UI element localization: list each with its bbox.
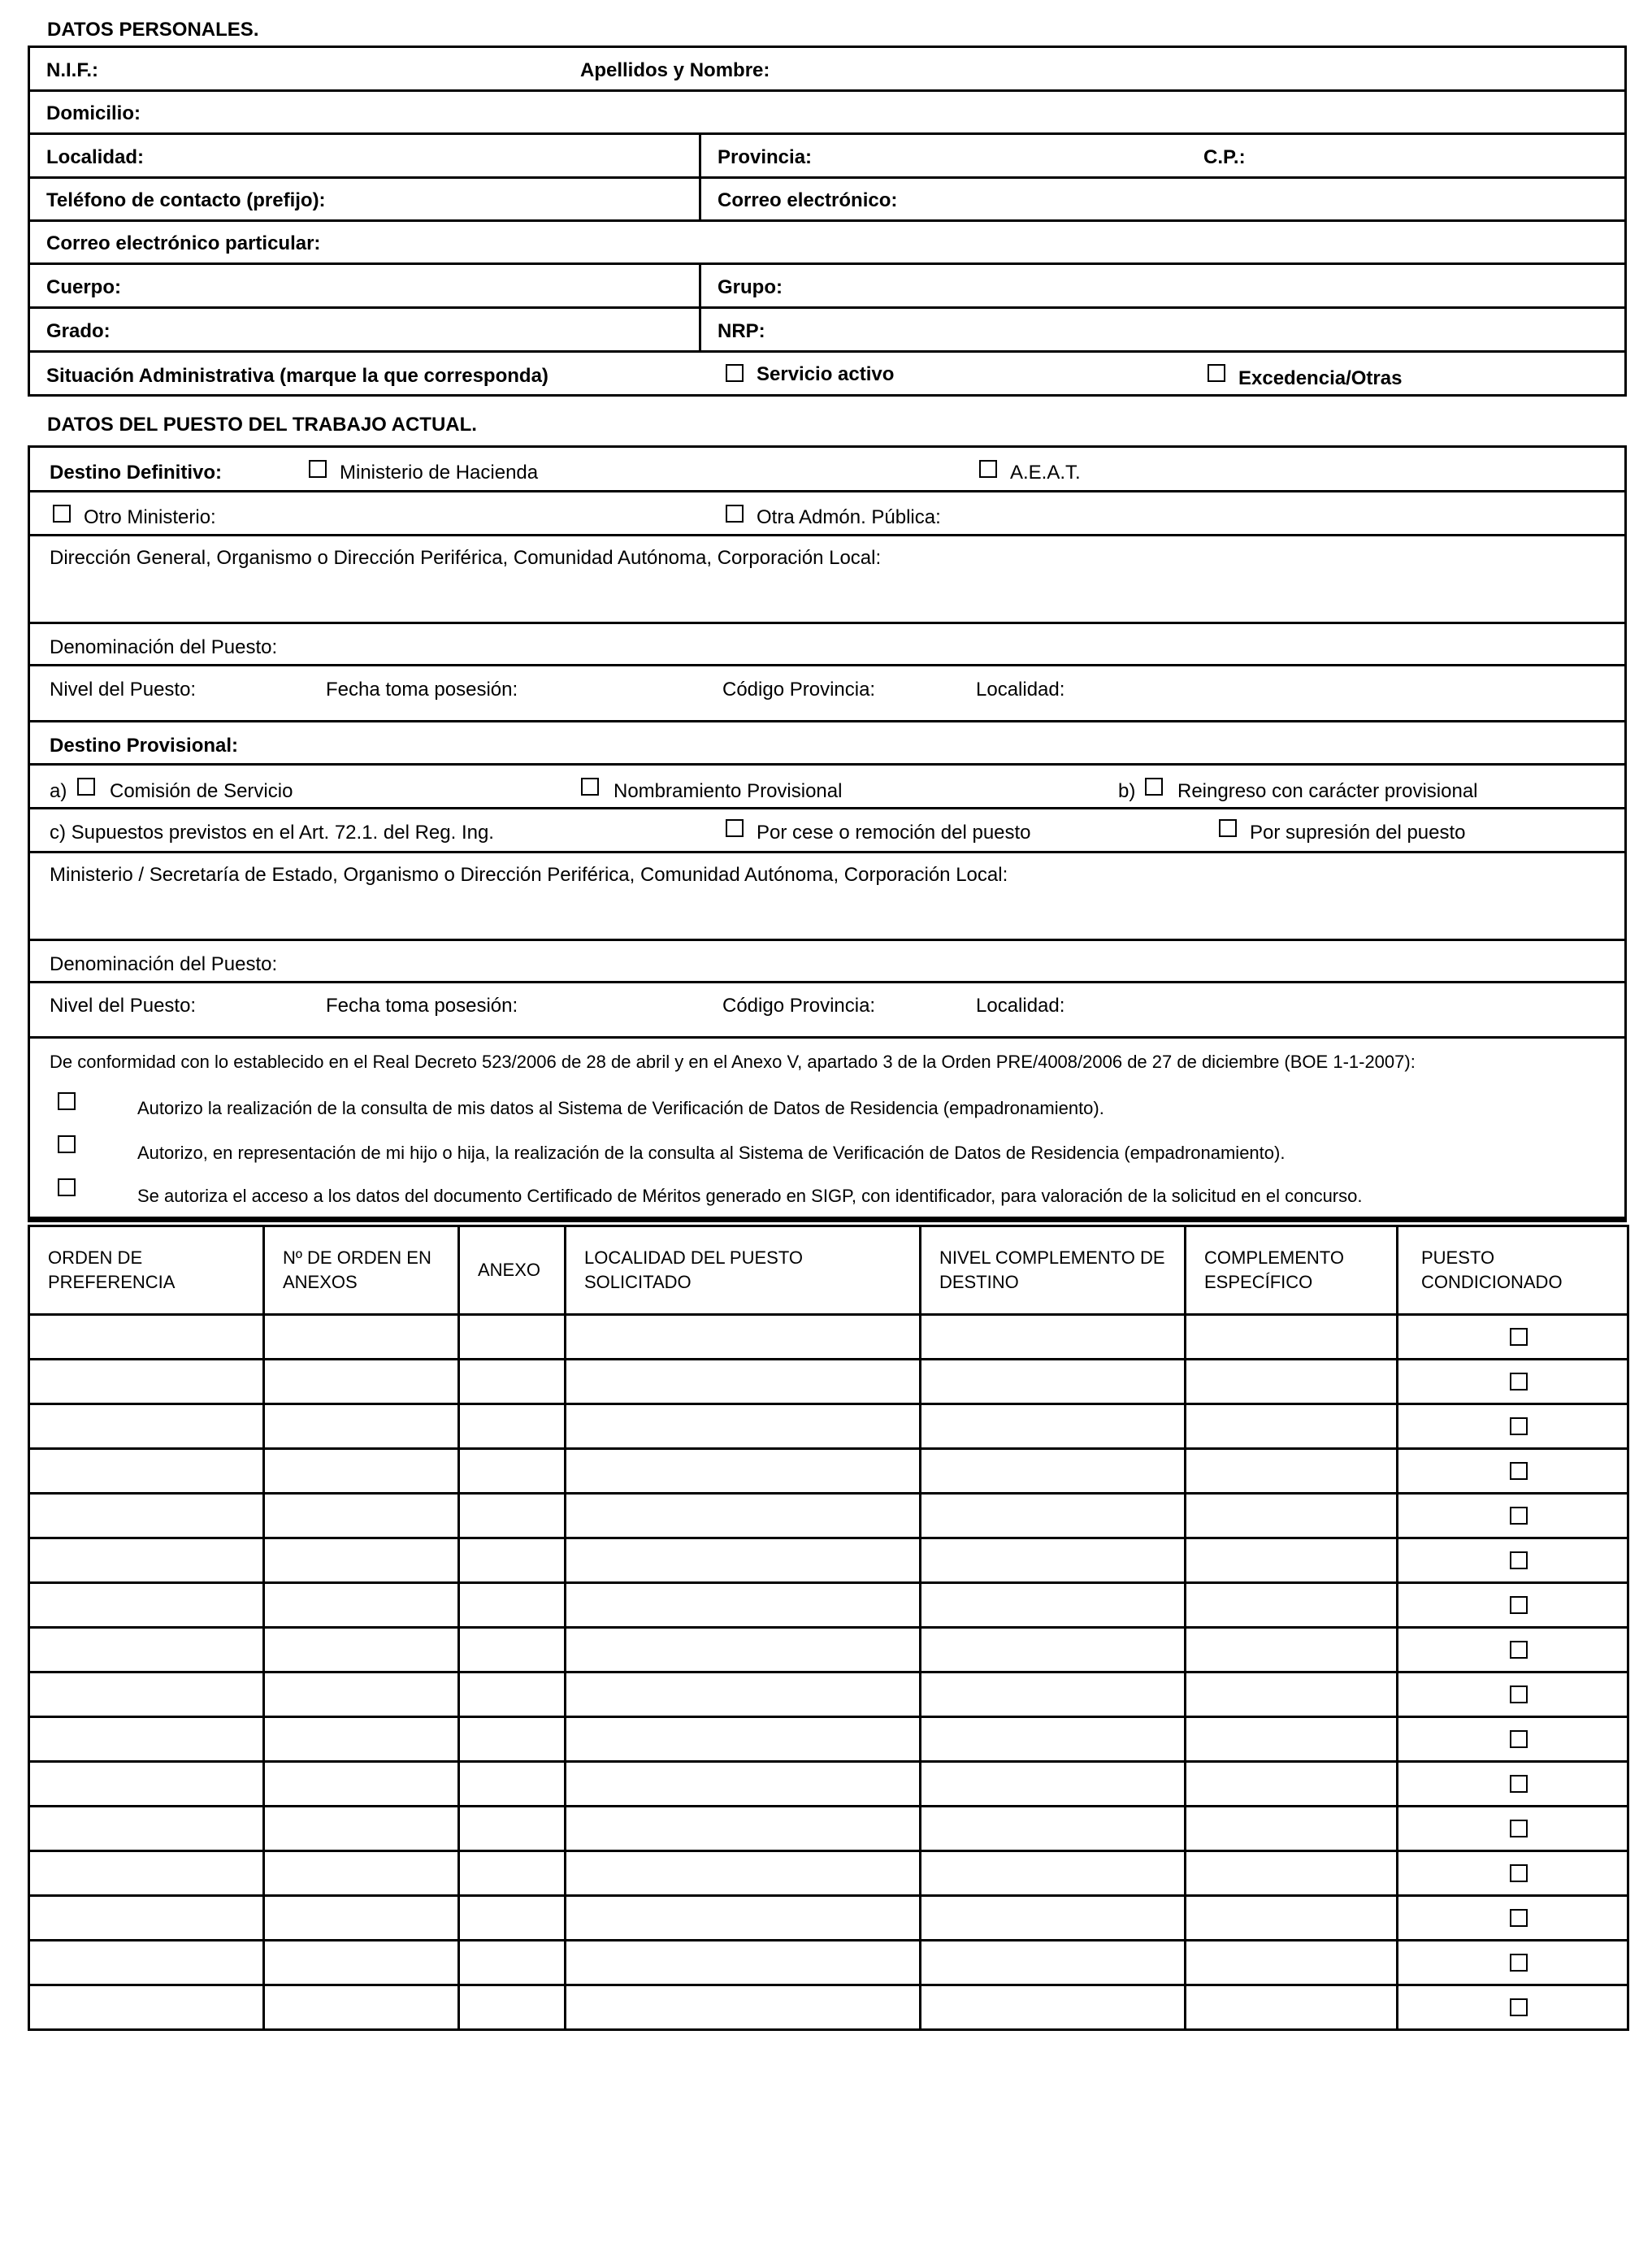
cell-num-orden[interactable] bbox=[264, 1672, 459, 1717]
row-supuestos bbox=[30, 809, 1624, 853]
cell-anexo[interactable] bbox=[459, 1941, 566, 1985]
cell-localidad[interactable] bbox=[566, 1360, 921, 1404]
por-supresion-label: Por supresión del puesto bbox=[1250, 822, 1466, 844]
b-label: b) bbox=[1118, 780, 1136, 802]
supuestos-label: c) Supuestos previstos en el Art. 72.1. del Reg. Ing. bbox=[50, 822, 494, 844]
cell-num-orden[interactable] bbox=[264, 1538, 459, 1583]
cell-anexo[interactable] bbox=[459, 1717, 566, 1762]
row-direccion-general bbox=[30, 536, 1624, 624]
cell-num-orden[interactable] bbox=[264, 1762, 459, 1807]
cell-complemento[interactable] bbox=[1186, 1360, 1398, 1404]
cell-nivel[interactable] bbox=[921, 1762, 1186, 1807]
puesto-condicionado-checkbox[interactable] bbox=[1510, 1551, 1528, 1569]
cell-puesto-condicionado bbox=[1398, 1404, 1628, 1449]
cell-complemento[interactable] bbox=[1186, 1583, 1398, 1628]
row-destino-provisional bbox=[30, 722, 1624, 766]
cell-orden[interactable] bbox=[29, 1494, 264, 1538]
cell-nivel[interactable] bbox=[921, 1628, 1186, 1672]
double-rule bbox=[28, 1217, 1627, 1220]
cell-complemento[interactable] bbox=[1186, 1628, 1398, 1672]
cell-localidad[interactable] bbox=[566, 1449, 921, 1494]
otra-admon-checkbox[interactable] bbox=[726, 505, 744, 523]
row-denominacion bbox=[30, 624, 1624, 666]
comision-checkbox[interactable] bbox=[77, 778, 95, 796]
cell-localidad[interactable] bbox=[566, 1404, 921, 1449]
situacion-label: Situación Administrativa (marque la que corresponda) bbox=[46, 365, 548, 387]
correo-label: Correo electrónico: bbox=[718, 189, 898, 211]
otro-ministerio-checkbox[interactable] bbox=[53, 505, 71, 523]
cell-orden[interactable] bbox=[29, 1762, 264, 1807]
aeat-checkbox[interactable] bbox=[979, 460, 997, 478]
row-nivel bbox=[30, 666, 1624, 722]
cell-localidad[interactable] bbox=[566, 1628, 921, 1672]
cell-nivel[interactable] bbox=[921, 1941, 1186, 1985]
row-ministerio-secretaria bbox=[30, 853, 1624, 941]
cell-anexo[interactable] bbox=[459, 1851, 566, 1896]
comision-label: Comisión de Servicio bbox=[110, 780, 293, 802]
cell-puesto-condicionado bbox=[1398, 1315, 1628, 1360]
puesto-condicionado-checkbox[interactable] bbox=[1510, 1373, 1528, 1390]
cell-localidad[interactable] bbox=[566, 1807, 921, 1851]
cell-num-orden[interactable] bbox=[264, 1807, 459, 1851]
row-comision bbox=[30, 766, 1624, 809]
cell-num-orden[interactable] bbox=[264, 1494, 459, 1538]
cell-anexo[interactable] bbox=[459, 1628, 566, 1672]
por-cese-label: Por cese o remoción del puesto bbox=[757, 822, 1031, 844]
cell-localidad[interactable] bbox=[566, 1672, 921, 1717]
consent-1-label: Autorizo la realización de la consulta de mis datos al Sistema de Verificación de Datos de Residencia (empadronamiento). bbox=[137, 1098, 1104, 1118]
row-grado bbox=[30, 309, 1624, 353]
cell-orden[interactable] bbox=[29, 1404, 264, 1449]
cell-complemento[interactable] bbox=[1186, 1672, 1398, 1717]
cell-nivel[interactable] bbox=[921, 1494, 1186, 1538]
cell-puesto-condicionado bbox=[1398, 1628, 1628, 1672]
cell-nivel[interactable] bbox=[921, 1449, 1186, 1494]
row-localidad bbox=[30, 135, 1624, 179]
cell-nivel[interactable] bbox=[921, 1583, 1186, 1628]
cell-puesto-condicionado bbox=[1398, 1360, 1628, 1404]
cell-puesto-condicionado bbox=[1398, 1851, 1628, 1896]
puesto-condicionado-checkbox[interactable] bbox=[1510, 1328, 1528, 1346]
consent-2-label: Autorizo, en representación de mi hijo o hija, la realización de la consulta al Sistema de Verificación de Datos de Residencia (empadronamiento). bbox=[137, 1143, 1286, 1163]
cell-complemento[interactable] bbox=[1186, 1494, 1398, 1538]
correo-particular-label: Correo electrónico particular: bbox=[46, 232, 321, 254]
localidad-label: Localidad: bbox=[46, 146, 145, 168]
puesto-condicionado-checkbox[interactable] bbox=[1510, 1462, 1528, 1480]
fecha-toma-label: Fecha toma posesión: bbox=[326, 679, 518, 701]
cell-anexo[interactable] bbox=[459, 1896, 566, 1941]
cell-complemento[interactable] bbox=[1186, 1449, 1398, 1494]
preferences-table bbox=[28, 1225, 1629, 2031]
consent-3-checkbox[interactable] bbox=[58, 1178, 76, 1196]
cell-num-orden[interactable] bbox=[264, 1851, 459, 1896]
cell-puesto-condicionado bbox=[1398, 1762, 1628, 1807]
ministerio-hacienda-checkbox[interactable] bbox=[309, 460, 327, 478]
cell-puesto-condicionado bbox=[1398, 1807, 1628, 1851]
cell-num-orden[interactable] bbox=[264, 1449, 459, 1494]
cell-orden[interactable] bbox=[29, 1672, 264, 1717]
localidad-puesto-label: Localidad: bbox=[976, 679, 1065, 701]
cell-orden[interactable] bbox=[29, 1628, 264, 1672]
aeat-label: A.E.A.T. bbox=[1010, 462, 1081, 484]
cell-complemento[interactable] bbox=[1186, 1404, 1398, 1449]
table-row bbox=[29, 1628, 1628, 1672]
cell-complemento[interactable] bbox=[1186, 1762, 1398, 1807]
cell-anexo[interactable] bbox=[459, 1807, 566, 1851]
cell-num-orden[interactable] bbox=[264, 1628, 459, 1672]
cell-anexo[interactable] bbox=[459, 1762, 566, 1807]
servicio-activo-checkbox[interactable] bbox=[726, 364, 744, 382]
puesto-condicionado-checkbox[interactable] bbox=[1510, 1507, 1528, 1525]
cell-anexo[interactable] bbox=[459, 1315, 566, 1360]
puesto-condicionado-checkbox[interactable] bbox=[1510, 1954, 1528, 1972]
row-otro-ministerio bbox=[30, 492, 1624, 536]
cell-puesto-condicionado bbox=[1398, 1494, 1628, 1538]
row-telefono bbox=[30, 179, 1624, 222]
cell-complemento[interactable] bbox=[1186, 1896, 1398, 1941]
col-orden: ORDEN DE PREFERENCIA bbox=[29, 1226, 264, 1315]
cell-orden[interactable] bbox=[29, 1315, 264, 1360]
col-puesto: PUESTO CONDICIONADO bbox=[1398, 1226, 1628, 1315]
cell-puesto-condicionado bbox=[1398, 1941, 1628, 1985]
consent-intro: De conformidad con lo establecido en el Real Decreto 523/2006 de 28 de abril y en el Anexo V, apartado 3 de la Orden PRE/4008/2006 de 27 de diciembre (BOE 1-1-2007): bbox=[50, 1052, 1416, 1072]
consent-3-label: Se autoriza el acceso a los datos del documento Certificado de Méritos generado en SIGP, con identificador, para valoración de la solicitud en el concurso. bbox=[137, 1186, 1363, 1206]
consent-2-checkbox[interactable] bbox=[58, 1135, 76, 1153]
cell-num-orden[interactable] bbox=[264, 1941, 459, 1985]
col-localidad: LOCALIDAD DEL PUESTO SOLICITADO bbox=[566, 1226, 921, 1315]
cell-localidad[interactable] bbox=[566, 1851, 921, 1896]
cell-nivel[interactable] bbox=[921, 1404, 1186, 1449]
cell-num-orden[interactable] bbox=[264, 1985, 459, 2030]
cell-orden[interactable] bbox=[29, 1583, 264, 1628]
cell-complemento[interactable] bbox=[1186, 1538, 1398, 1583]
cell-complemento[interactable] bbox=[1186, 1851, 1398, 1896]
table-row bbox=[29, 1762, 1628, 1807]
table-row bbox=[29, 1851, 1628, 1896]
cell-puesto-condicionado bbox=[1398, 1985, 1628, 2030]
table-row bbox=[29, 1360, 1628, 1404]
telefono-label: Teléfono de contacto (prefijo): bbox=[46, 189, 326, 211]
cell-nivel[interactable] bbox=[921, 1807, 1186, 1851]
cell-nivel[interactable] bbox=[921, 1851, 1186, 1896]
puesto-title: DATOS DEL PUESTO DEL TRABAJO ACTUAL. bbox=[47, 414, 477, 436]
puesto-condicionado-checkbox[interactable] bbox=[1510, 1998, 1528, 2016]
apellidos-label: Apellidos y Nombre: bbox=[580, 59, 770, 81]
cell-nivel[interactable] bbox=[921, 1315, 1186, 1360]
cell-localidad[interactable] bbox=[566, 1941, 921, 1985]
cell-anexo[interactable] bbox=[459, 1985, 566, 2030]
cell-puesto-condicionado bbox=[1398, 1672, 1628, 1717]
nif-label: N.I.F.: bbox=[46, 59, 98, 81]
cell-complemento[interactable] bbox=[1186, 1315, 1398, 1360]
puesto-condicionado-checkbox[interactable] bbox=[1510, 1775, 1528, 1793]
cell-localidad[interactable] bbox=[566, 1315, 921, 1360]
table-row bbox=[29, 1672, 1628, 1717]
cell-localidad[interactable] bbox=[566, 1896, 921, 1941]
cell-puesto-condicionado bbox=[1398, 1896, 1628, 1941]
cell-orden[interactable] bbox=[29, 1807, 264, 1851]
puesto-condicionado-checkbox[interactable] bbox=[1510, 1820, 1528, 1837]
cell-nivel[interactable] bbox=[921, 1538, 1186, 1583]
otra-admon-label: Otra Admón. Pública: bbox=[757, 506, 941, 528]
cell-anexo[interactable] bbox=[459, 1538, 566, 1583]
table-row bbox=[29, 1807, 1628, 1851]
row-situacion bbox=[30, 353, 1624, 397]
puesto-box bbox=[28, 445, 1627, 1222]
row-domicilio bbox=[30, 92, 1624, 135]
table-row bbox=[29, 1985, 1628, 2030]
cell-orden[interactable] bbox=[29, 1896, 264, 1941]
ministerio-secretaria-label: Ministerio / Secretaría de Estado, Organismo o Dirección Periférica, Comunidad Autónoma, Corporación Local: bbox=[50, 864, 1008, 886]
cell-orden[interactable] bbox=[29, 1985, 264, 2030]
denominacion-label: Denominación del Puesto: bbox=[50, 636, 278, 658]
cell-nivel[interactable] bbox=[921, 1717, 1186, 1762]
cell-localidad[interactable] bbox=[566, 1583, 921, 1628]
otro-ministerio-label: Otro Ministerio: bbox=[84, 506, 216, 528]
provincia-label: Provincia: bbox=[718, 146, 813, 168]
cell-anexo[interactable] bbox=[459, 1583, 566, 1628]
cell-complemento[interactable] bbox=[1186, 1807, 1398, 1851]
table-row bbox=[29, 1404, 1628, 1449]
cell-anexo[interactable] bbox=[459, 1494, 566, 1538]
excedencia-checkbox[interactable] bbox=[1208, 364, 1225, 382]
puesto-condicionado-checkbox[interactable] bbox=[1510, 1864, 1528, 1882]
cell-orden[interactable] bbox=[29, 1851, 264, 1896]
cell-num-orden[interactable] bbox=[264, 1315, 459, 1360]
por-cese-checkbox[interactable] bbox=[726, 819, 744, 837]
puesto-condicionado-checkbox[interactable] bbox=[1510, 1730, 1528, 1748]
col-num-orden: Nº DE ORDEN EN ANEXOS bbox=[264, 1226, 459, 1315]
table-row bbox=[29, 1494, 1628, 1538]
row-denominacion-2 bbox=[30, 941, 1624, 983]
cell-complemento[interactable] bbox=[1186, 1941, 1398, 1985]
cell-localidad[interactable] bbox=[566, 1494, 921, 1538]
cell-orden[interactable] bbox=[29, 1941, 264, 1985]
table-row bbox=[29, 1538, 1628, 1583]
reingreso-label: Reingreso con carácter provisional bbox=[1177, 780, 1478, 802]
por-supresion-checkbox[interactable] bbox=[1219, 819, 1237, 837]
cell-anexo[interactable] bbox=[459, 1404, 566, 1449]
grado-label: Grado: bbox=[46, 320, 111, 342]
nrp-label: NRP: bbox=[718, 320, 765, 342]
col-nivel: NIVEL COMPLEMENTO DE DESTINO bbox=[921, 1226, 1186, 1315]
cell-anexo[interactable] bbox=[459, 1449, 566, 1494]
excedencia-label: Excedencia/Otras bbox=[1238, 367, 1403, 389]
cell-nivel[interactable] bbox=[921, 1896, 1186, 1941]
consent-1-checkbox[interactable] bbox=[58, 1092, 76, 1110]
cell-nivel[interactable] bbox=[921, 1985, 1186, 2030]
personal-data-title: DATOS PERSONALES. bbox=[47, 19, 259, 41]
destino-provisional-label: Destino Provisional: bbox=[50, 735, 239, 757]
cell-localidad[interactable] bbox=[566, 1538, 921, 1583]
cell-num-orden[interactable] bbox=[264, 1717, 459, 1762]
cell-localidad[interactable] bbox=[566, 1985, 921, 2030]
cp-label: C.P.: bbox=[1203, 146, 1246, 168]
codigo-provincia2-label: Código Provincia: bbox=[722, 995, 876, 1017]
table-row bbox=[29, 1315, 1628, 1360]
nivel-label: Nivel del Puesto: bbox=[50, 679, 197, 701]
col-anexo: ANEXO bbox=[459, 1226, 566, 1315]
nombramiento-checkbox[interactable] bbox=[581, 778, 599, 796]
nivel2-label: Nivel del Puesto: bbox=[50, 995, 197, 1017]
table-row bbox=[29, 1717, 1628, 1762]
table-header-row bbox=[29, 1226, 1628, 1315]
fecha-toma2-label: Fecha toma posesión: bbox=[326, 995, 518, 1017]
grupo-label: Grupo: bbox=[718, 276, 783, 298]
personal-data-box bbox=[28, 46, 1627, 397]
cell-num-orden[interactable] bbox=[264, 1404, 459, 1449]
row-destino-definitivo bbox=[30, 448, 1624, 492]
table-row bbox=[29, 1941, 1628, 1985]
row-nif bbox=[30, 48, 1624, 92]
row-nivel-2 bbox=[30, 983, 1624, 1039]
cell-num-orden[interactable] bbox=[264, 1896, 459, 1941]
localidad2-label: Localidad: bbox=[976, 995, 1065, 1017]
puesto-condicionado-checkbox[interactable] bbox=[1510, 1417, 1528, 1435]
preferences-body bbox=[29, 1315, 1628, 2030]
codigo-provincia-label: Código Provincia: bbox=[722, 679, 876, 701]
cell-nivel[interactable] bbox=[921, 1360, 1186, 1404]
cell-localidad[interactable] bbox=[566, 1717, 921, 1762]
puesto-condicionado-checkbox[interactable] bbox=[1510, 1909, 1528, 1927]
table-row bbox=[29, 1449, 1628, 1494]
cell-complemento[interactable] bbox=[1186, 1717, 1398, 1762]
cell-orden[interactable] bbox=[29, 1717, 264, 1762]
a-label: a) bbox=[50, 780, 67, 802]
reingreso-checkbox[interactable] bbox=[1145, 778, 1163, 796]
cell-orden[interactable] bbox=[29, 1538, 264, 1583]
puesto-condicionado-checkbox[interactable] bbox=[1510, 1641, 1528, 1659]
cell-puesto-condicionado bbox=[1398, 1717, 1628, 1762]
cell-num-orden[interactable] bbox=[264, 1583, 459, 1628]
destino-definitivo-label: Destino Definitivo: bbox=[50, 462, 223, 484]
cuerpo-label: Cuerpo: bbox=[46, 276, 121, 298]
cell-num-orden[interactable] bbox=[264, 1360, 459, 1404]
domicilio-label: Domicilio: bbox=[46, 102, 141, 124]
table-row bbox=[29, 1583, 1628, 1628]
servicio-activo-label: Servicio activo bbox=[757, 363, 895, 385]
ministerio-hacienda-label: Ministerio de Hacienda bbox=[340, 462, 539, 484]
cell-nivel[interactable] bbox=[921, 1672, 1186, 1717]
row-consent bbox=[30, 1039, 1624, 1222]
cell-anexo[interactable] bbox=[459, 1360, 566, 1404]
direccion-general-label: Dirección General, Organismo o Dirección Periférica, Comunidad Autónoma, Corporación Local: bbox=[50, 547, 882, 569]
cell-puesto-condicionado bbox=[1398, 1538, 1628, 1583]
cell-localidad[interactable] bbox=[566, 1762, 921, 1807]
col-complemento: COMPLEMENTO ESPECÍFICO bbox=[1186, 1226, 1398, 1315]
puesto-condicionado-checkbox[interactable] bbox=[1510, 1685, 1528, 1703]
cell-puesto-condicionado bbox=[1398, 1583, 1628, 1628]
puesto-condicionado-checkbox[interactable] bbox=[1510, 1596, 1528, 1614]
denominacion2-label: Denominación del Puesto: bbox=[50, 953, 278, 975]
cell-complemento[interactable] bbox=[1186, 1985, 1398, 2030]
row-correo-particular bbox=[30, 222, 1624, 265]
cell-anexo[interactable] bbox=[459, 1672, 566, 1717]
cell-puesto-condicionado bbox=[1398, 1449, 1628, 1494]
table-row bbox=[29, 1896, 1628, 1941]
cell-orden[interactable] bbox=[29, 1449, 264, 1494]
cell-orden[interactable] bbox=[29, 1360, 264, 1404]
row-cuerpo bbox=[30, 265, 1624, 309]
nombramiento-label: Nombramiento Provisional bbox=[614, 780, 843, 802]
